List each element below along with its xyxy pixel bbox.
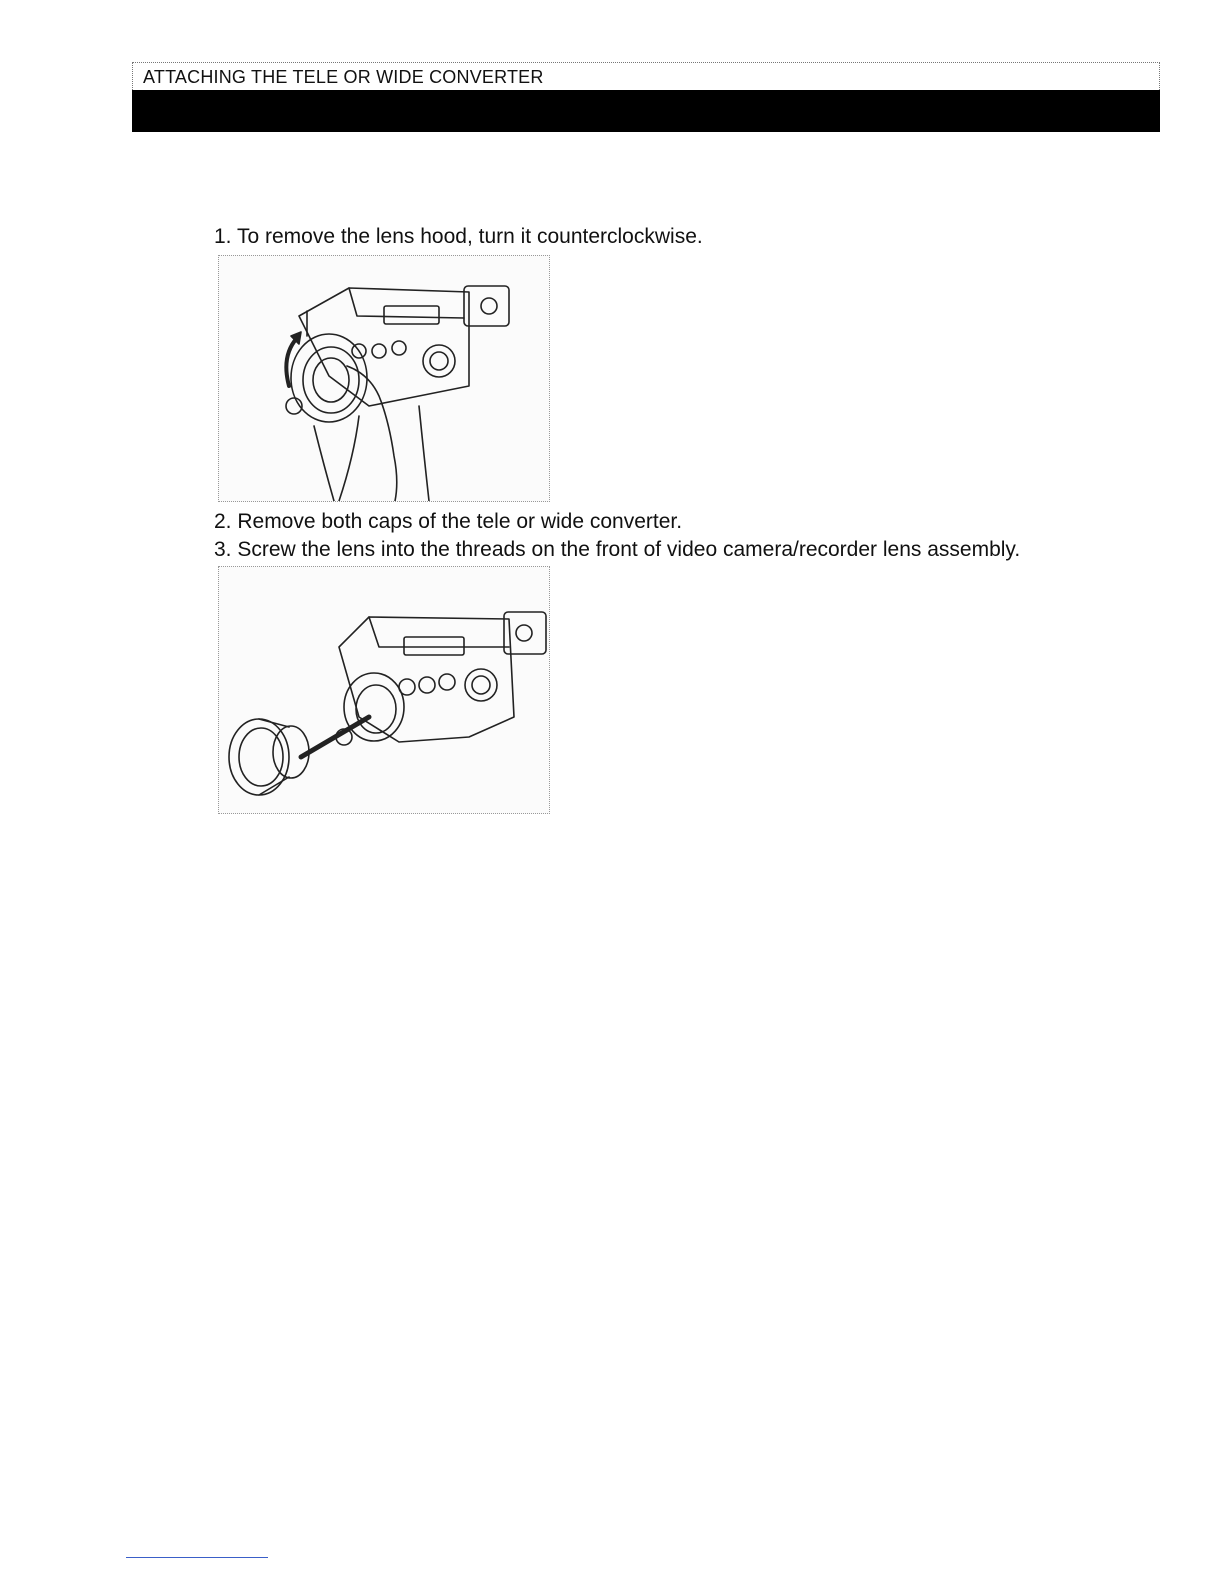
- converter-attach-illustration: [218, 566, 550, 814]
- footer-rule: [126, 1557, 268, 1558]
- section-header-bar: [132, 90, 1160, 132]
- step-1-text: 1. To remove the lens hood, turn it counterclockwise.: [214, 225, 703, 248]
- camcorder-hood-icon: [219, 256, 549, 501]
- step-2-text: 2. Remove both caps of the tele or wide converter.: [214, 510, 683, 533]
- section-title: ATTACHING THE TELE OR WIDE CONVERTER: [143, 67, 544, 87]
- section-header: [132, 62, 1160, 90]
- camcorder-converter-icon: [219, 567, 549, 813]
- lens-hood-removal-illustration: [218, 255, 550, 502]
- step-3-text: 3. Screw the lens into the threads on the front of video camera/recorder lens assembly.: [214, 538, 1021, 561]
